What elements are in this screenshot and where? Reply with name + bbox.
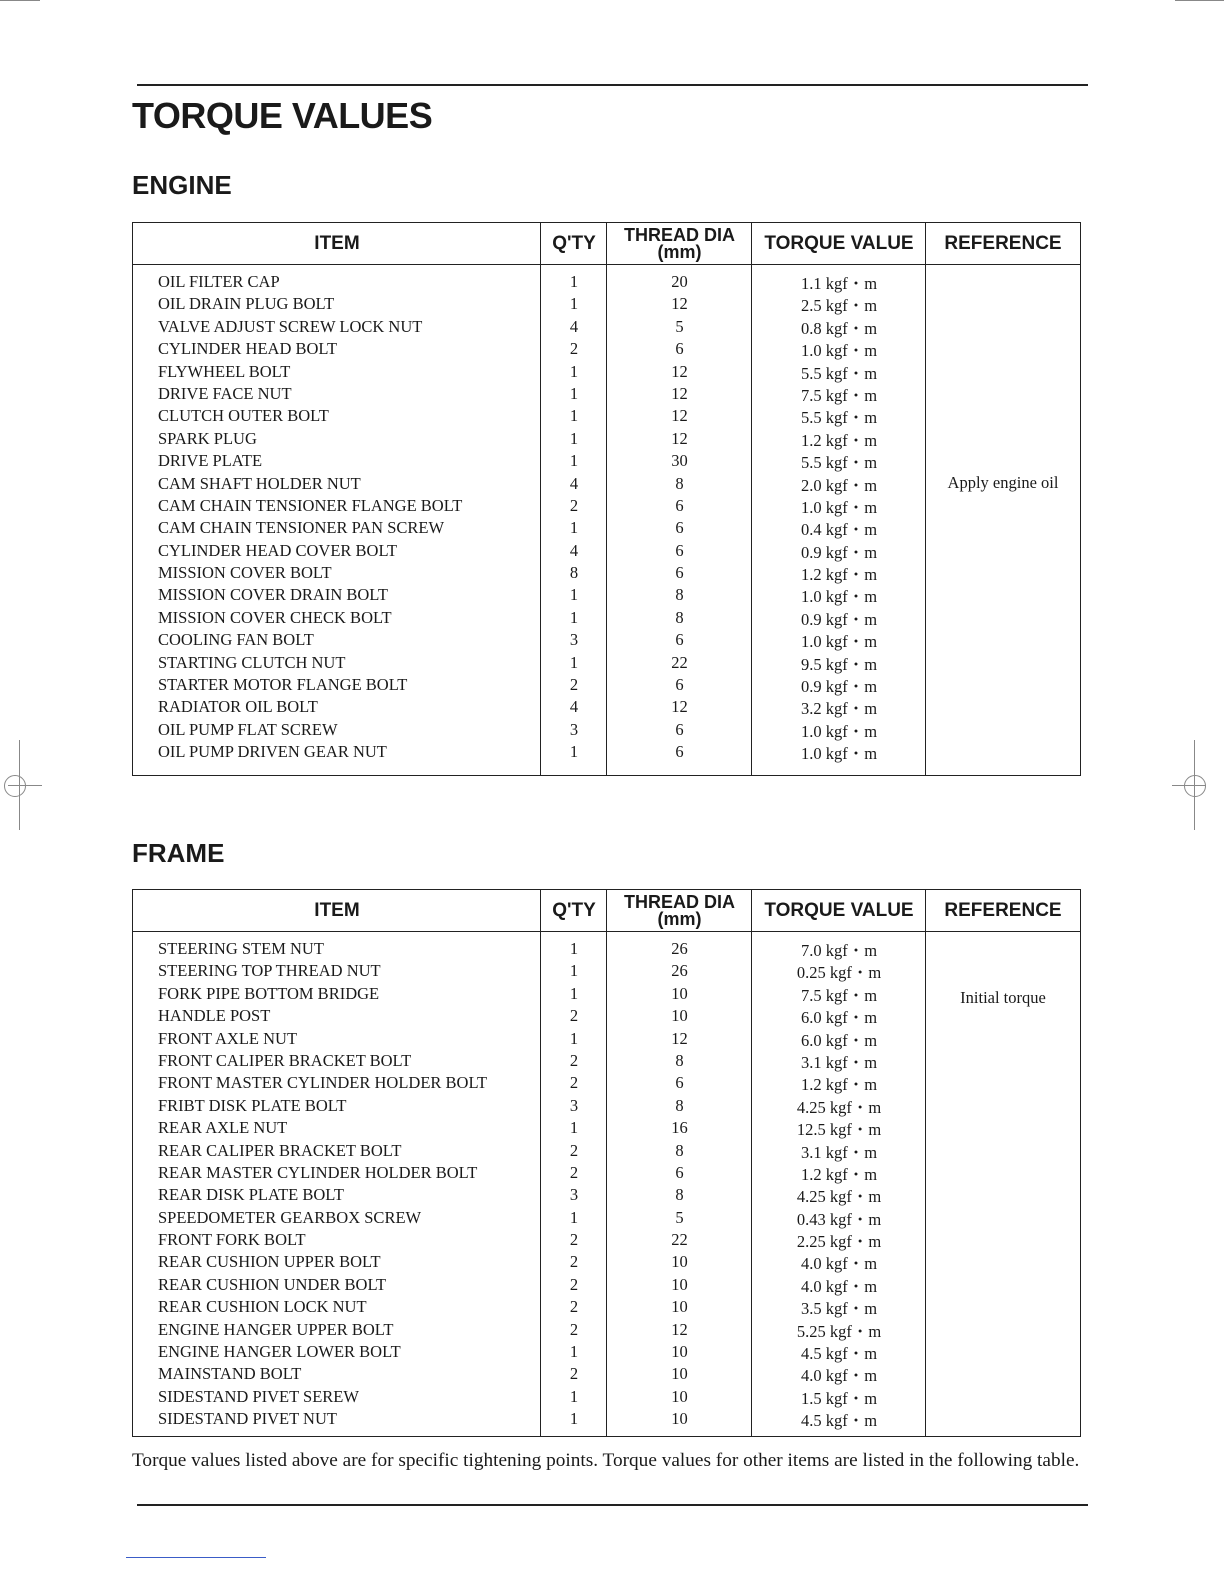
qty-cell: 4	[569, 697, 579, 717]
footnote: Torque values listed above are for specific tightening points. Torque values for other items are listed in the following table.	[132, 1450, 1080, 1471]
thread-dia-cell: 12	[671, 1319, 688, 1339]
item-cell: FRONT MASTER CYLINDER HOLDER BOLT	[158, 1073, 488, 1093]
qty-cell: 1	[569, 518, 579, 538]
item-cell: REAR CUSHION UNDER BOLT	[158, 1274, 387, 1294]
torque-cell: 4.0 kgf・m	[800, 1366, 878, 1386]
item-cell: CAM CHAIN TENSIONER PAN SCREW	[158, 518, 445, 538]
col-qty-header: Q'TY	[552, 900, 596, 921]
item-cell: REAR AXLE NUT	[158, 1118, 288, 1138]
thread-dia-cell: 12	[671, 697, 688, 717]
qty-cell: 1	[569, 983, 579, 1003]
table-row	[133, 271, 1080, 293]
qty-cell: 2	[569, 1319, 579, 1339]
torque-cell: 1.2 kgf・m	[800, 430, 878, 450]
thread-dia-cell: 10	[671, 1274, 688, 1294]
col-reference-header: REFERENCE	[944, 900, 1062, 921]
item-cell: STEERING TOP THREAD NUT	[158, 961, 381, 981]
thread-dia-label: THREAD DIA	[624, 891, 735, 912]
table-row	[133, 540, 1080, 562]
item-cell: VALVE ADJUST SCREW LOCK NUT	[158, 316, 423, 336]
item-cell: HANDLE POST	[158, 1006, 271, 1026]
table-row	[133, 1005, 1080, 1027]
item-cell: ENGINE HANGER LOWER BOLT	[158, 1342, 401, 1362]
thread-dia-cell: 10	[671, 1364, 688, 1384]
thread-dia-cell: 6	[675, 742, 684, 762]
thread-dia-cell: 22	[671, 652, 688, 672]
qty-cell: 1	[569, 939, 579, 958]
col-item-header: ITEM	[314, 900, 360, 921]
qty-cell: 8	[569, 563, 579, 583]
torque-cell: 1.0 kgf・m	[800, 497, 878, 517]
thread-dia-cell: 6	[675, 630, 684, 650]
thread-dia-cell: 16	[671, 1118, 688, 1138]
table-row	[133, 1296, 1080, 1318]
item-cell: OIL FILTER CAP	[158, 272, 280, 291]
table-row	[133, 405, 1080, 427]
item-cell: DRIVE FACE NUT	[158, 383, 292, 403]
thread-dia-cell: 10	[671, 1342, 688, 1362]
item-cell: CAM CHAIN TENSIONER FLANGE BOLT	[158, 495, 463, 515]
torque-cell: 1.2 kgf・m	[800, 565, 878, 585]
item-cell: CYLINDER HEAD BOLT	[158, 339, 338, 359]
qty-cell: 1	[569, 294, 579, 314]
table-row	[133, 1140, 1080, 1162]
col-thread-dia-header	[607, 223, 752, 264]
col-reference-header: REFERENCE	[944, 233, 1062, 254]
item-cell: FORK PIPE BOTTOM BRIDGE	[158, 983, 380, 1003]
item-cell: OIL DRAIN PLUG BOLT	[158, 294, 335, 314]
torque-cell: 3.5 kgf・m	[800, 1299, 878, 1319]
item-cell: STARTING CLUTCH NUT	[158, 652, 346, 672]
table-row	[133, 1207, 1080, 1229]
qty-cell: 2	[569, 1252, 579, 1272]
bottom-rule	[137, 1504, 1088, 1506]
table-row	[133, 1229, 1080, 1251]
item-cell: STARTER MOTOR FLANGE BOLT	[158, 675, 408, 695]
table-row	[133, 629, 1080, 651]
torque-cell: 1.5 kgf・m	[800, 1388, 878, 1408]
table-row	[133, 316, 1080, 338]
table-row	[133, 383, 1080, 405]
qty-cell: 3	[569, 1185, 579, 1205]
engine-heading: ENGINE	[132, 170, 232, 200]
crop-mark	[4, 775, 26, 797]
table-row	[133, 1117, 1080, 1139]
torque-cell: 2.0 kgf・m	[800, 475, 878, 495]
torque-cell: 1.1 kgf・m	[800, 274, 878, 293]
thread-dia-cell: 10	[671, 983, 688, 1003]
item-cell: SPARK PLUG	[158, 428, 257, 448]
torque-cell: 0.43 kgf・m	[796, 1209, 882, 1229]
torque-cell: 4.25 kgf・m	[796, 1097, 882, 1117]
torque-cell: 3.1 kgf・m	[800, 1052, 878, 1072]
thread-dia-cell: 5	[675, 1207, 684, 1227]
torque-cell: 4.0 kgf・m	[800, 1276, 878, 1296]
item-cell: MISSION COVER BOLT	[158, 563, 332, 583]
thread-dia-cell: 8	[675, 1185, 684, 1205]
col-qty-header: Q'TY	[552, 233, 596, 254]
qty-cell: 1	[569, 652, 579, 672]
qty-cell: 1	[569, 961, 579, 981]
qty-cell: 2	[569, 675, 579, 695]
thread-dia-cell: 12	[671, 361, 688, 381]
thread-dia-unit: (mm)	[657, 908, 702, 929]
thread-dia-cell: 8	[675, 607, 684, 627]
thread-dia-cell: 8	[675, 1095, 684, 1115]
qty-cell: 2	[569, 1274, 579, 1294]
qty-cell: 4	[569, 473, 579, 493]
table-row	[133, 1341, 1080, 1363]
qty-cell: 1	[569, 1028, 579, 1048]
qty-cell: 1	[569, 1118, 579, 1138]
qty-cell: 1	[569, 1207, 579, 1227]
qty-cell: 3	[569, 1095, 579, 1115]
table-row	[133, 652, 1080, 674]
col-thread-dia-header	[607, 890, 752, 931]
qty-cell: 2	[569, 1073, 579, 1093]
qty-cell: 2	[569, 1162, 579, 1182]
qty-cell: 1	[569, 406, 579, 426]
thread-dia-cell: 8	[675, 1050, 684, 1070]
thread-dia-cell: 10	[671, 1252, 688, 1272]
table-row	[133, 495, 1080, 517]
torque-cell: 2.5 kgf・m	[800, 296, 878, 316]
thread-dia-cell: 6	[675, 1073, 684, 1093]
thread-dia-unit: (mm)	[657, 241, 702, 262]
item-cell: CYLINDER HEAD COVER BOLT	[158, 540, 398, 560]
item-cell: COOLING FAN BOLT	[158, 630, 314, 650]
qty-cell: 1	[569, 272, 579, 291]
qty-cell: 3	[569, 719, 579, 739]
thread-dia-cell: 5	[675, 316, 684, 336]
table-row	[133, 1072, 1080, 1094]
item-cell: SIDESTAND PIVET SEREW	[158, 1386, 359, 1406]
qty-cell: 1	[569, 451, 579, 471]
torque-cell: 12.5 kgf・m	[796, 1120, 882, 1140]
table-row	[133, 562, 1080, 584]
item-cell: CLUTCH OUTER BOLT	[158, 406, 329, 426]
torque-cell: 5.5 kgf・m	[800, 453, 878, 473]
torque-cell: 0.4 kgf・m	[800, 520, 878, 540]
torque-cell: 3.1 kgf・m	[800, 1142, 878, 1162]
item-cell: OIL PUMP DRIVEN GEAR NUT	[158, 742, 387, 762]
crop-mark	[1184, 775, 1206, 797]
thread-dia-label: THREAD DIA	[624, 224, 735, 245]
torque-cell: 1.2 kgf・m	[800, 1075, 878, 1095]
item-cell: ENGINE HANGER UPPER BOLT	[158, 1319, 394, 1339]
thread-dia-cell: 6	[675, 1162, 684, 1182]
table-row	[133, 1408, 1080, 1430]
thread-dia-cell: 6	[675, 540, 684, 560]
table-row	[133, 293, 1080, 315]
thread-dia-cell: 8	[675, 585, 684, 605]
item-cell: STEERING STEM NUT	[158, 939, 324, 958]
frame-heading: FRAME	[132, 838, 225, 868]
col-item-header: ITEM	[314, 233, 360, 254]
item-cell: MAINSTAND BOLT	[158, 1364, 302, 1384]
thread-dia-cell: 6	[675, 719, 684, 739]
torque-cell: 0.25 kgf・m	[796, 963, 882, 983]
table-row	[133, 696, 1080, 718]
qty-cell: 2	[569, 1297, 579, 1317]
item-cell: FRIBT DISK PLATE BOLT	[158, 1095, 347, 1115]
item-cell: REAR CUSHION UPPER BOLT	[158, 1252, 381, 1272]
item-cell: FLYWHEEL BOLT	[158, 361, 291, 381]
page-title: TORQUE VALUES	[132, 95, 433, 136]
item-cell: RADIATOR OIL BOLT	[158, 697, 318, 717]
qty-cell: 2	[569, 1006, 579, 1026]
thread-dia-cell: 6	[675, 495, 684, 515]
item-cell: SIDESTAND PIVET NUT	[158, 1409, 337, 1429]
torque-cell: 7.5 kgf・m	[800, 385, 878, 405]
thread-dia-cell: 12	[671, 406, 688, 426]
table-row	[133, 1386, 1080, 1408]
table-row	[133, 607, 1080, 629]
thread-dia-cell: 22	[671, 1230, 688, 1250]
table-row	[133, 450, 1080, 472]
item-cell: FRONT CALIPER BRACKET BOLT	[158, 1050, 412, 1070]
item-cell: REAR DISK PLATE BOLT	[158, 1185, 344, 1205]
item-cell: CAM SHAFT HOLDER NUT	[158, 473, 361, 493]
torque-cell: 0.9 kgf・m	[800, 542, 878, 562]
torque-cell: 1.0 kgf・m	[800, 721, 878, 741]
torque-cell: 6.0 kgf・m	[800, 1008, 878, 1028]
page-link-underline	[126, 1557, 266, 1558]
torque-cell: 2.25 kgf・m	[796, 1232, 882, 1252]
table-row	[133, 517, 1080, 539]
table-row	[133, 1319, 1080, 1341]
qty-cell: 1	[569, 742, 579, 762]
thread-dia-cell: 12	[671, 383, 688, 403]
thread-dia-cell: 10	[671, 1297, 688, 1317]
qty-cell: 1	[569, 383, 579, 403]
thread-dia-cell: 12	[671, 1028, 688, 1048]
torque-cell: 1.2 kgf・m	[800, 1164, 878, 1184]
torque-cell: 5.5 kgf・m	[800, 363, 878, 383]
thread-dia-cell: 6	[675, 518, 684, 538]
torque-cell: 1.0 kgf・m	[800, 744, 878, 764]
table-row	[133, 960, 1080, 982]
thread-dia-cell: 20	[671, 272, 688, 291]
torque-cell: 1.0 kgf・m	[800, 341, 878, 361]
item-cell: FRONT AXLE NUT	[158, 1028, 298, 1048]
torque-cell: 0.9 kgf・m	[800, 677, 878, 697]
table-row	[133, 741, 1080, 763]
torque-cell: 9.5 kgf・m	[800, 654, 878, 674]
table-row	[133, 428, 1080, 450]
thread-dia-cell: 6	[675, 563, 684, 583]
item-cell: DRIVE PLATE	[158, 451, 263, 471]
qty-cell: 4	[569, 316, 579, 336]
thread-dia-cell: 10	[671, 1386, 688, 1406]
table-row	[133, 1095, 1080, 1117]
table-row	[133, 674, 1080, 696]
item-cell: OIL PUMP FLAT SCREW	[158, 719, 338, 739]
top-rule	[137, 84, 1088, 86]
torque-cell: 0.9 kgf・m	[800, 609, 878, 629]
qty-cell: 2	[569, 339, 579, 359]
frame-reference-note: Initial torque	[960, 988, 1046, 1007]
torque-cell: 0.8 kgf・m	[800, 318, 878, 338]
thread-dia-cell: 10	[671, 1006, 688, 1026]
torque-cell: 6.0 kgf・m	[800, 1030, 878, 1050]
qty-cell: 2	[569, 1140, 579, 1160]
qty-cell: 1	[569, 428, 579, 448]
table-row	[133, 1274, 1080, 1296]
engine-table	[132, 222, 1081, 776]
item-cell: FRONT FORK BOLT	[158, 1230, 306, 1250]
thread-dia-cell: 26	[671, 939, 688, 958]
torque-cell: 3.2 kgf・m	[800, 699, 878, 719]
item-cell: REAR CUSHION LOCK NUT	[158, 1297, 367, 1317]
item-cell: REAR CALIPER BRACKET BOLT	[158, 1140, 402, 1160]
thread-dia-cell: 10	[671, 1409, 688, 1429]
table-row	[133, 1363, 1080, 1385]
thread-dia-cell: 8	[675, 1140, 684, 1160]
qty-cell: 2	[569, 1230, 579, 1250]
qty-cell: 1	[569, 361, 579, 381]
item-cell: MISSION COVER DRAIN BOLT	[158, 585, 388, 605]
thread-dia-cell: 26	[671, 961, 688, 981]
table-row	[133, 1251, 1080, 1273]
crop-mark	[1175, 0, 1224, 1]
crop-mark	[0, 0, 40, 1]
thread-dia-cell: 12	[671, 428, 688, 448]
table-row	[133, 1162, 1080, 1184]
torque-cell: 4.25 kgf・m	[796, 1187, 882, 1207]
qty-cell: 1	[569, 1409, 579, 1429]
table-row	[133, 1028, 1080, 1050]
thread-dia-cell: 6	[675, 675, 684, 695]
col-torque-header: TORQUE VALUE	[764, 233, 914, 254]
torque-cell: 5.25 kgf・m	[796, 1321, 882, 1341]
torque-cell: 4.5 kgf・m	[800, 1411, 878, 1431]
torque-cell: 4.0 kgf・m	[800, 1254, 878, 1274]
qty-cell: 2	[569, 1050, 579, 1070]
table-row	[133, 361, 1080, 383]
item-cell: REAR MASTER CYLINDER HOLDER BOLT	[158, 1162, 478, 1182]
torque-cell: 1.0 kgf・m	[800, 632, 878, 652]
col-torque-header: TORQUE VALUE	[764, 900, 914, 921]
table-row	[133, 584, 1080, 606]
qty-cell: 3	[569, 630, 579, 650]
table-row	[133, 338, 1080, 360]
torque-cell: 7.0 kgf・m	[800, 941, 878, 960]
table-row	[133, 1050, 1080, 1072]
thread-dia-cell: 8	[675, 473, 684, 493]
thread-dia-cell: 6	[675, 339, 684, 359]
qty-cell: 1	[569, 1342, 579, 1362]
frame-rows	[133, 938, 1080, 1431]
table-row	[133, 719, 1080, 741]
thread-dia-cell: 30	[671, 451, 688, 471]
torque-cell: 7.5 kgf・m	[800, 985, 878, 1005]
qty-cell: 2	[569, 1364, 579, 1384]
table-row	[133, 938, 1080, 960]
engine-reference-note: Apply engine oil	[947, 473, 1059, 492]
item-cell: MISSION COVER CHECK BOLT	[158, 607, 392, 627]
thread-dia-cell: 12	[671, 294, 688, 314]
qty-cell: 4	[569, 540, 579, 560]
torque-cell: 5.5 kgf・m	[800, 408, 878, 428]
torque-cell: 4.5 kgf・m	[800, 1344, 878, 1364]
qty-cell: 1	[569, 585, 579, 605]
item-cell: SPEEDOMETER GEARBOX SCREW	[158, 1207, 422, 1227]
qty-cell: 2	[569, 495, 579, 515]
torque-cell: 1.0 kgf・m	[800, 587, 878, 607]
qty-cell: 1	[569, 607, 579, 627]
table-row	[133, 1184, 1080, 1206]
engine-rows	[133, 271, 1080, 764]
qty-cell: 1	[569, 1386, 579, 1406]
frame-table	[132, 889, 1081, 1437]
